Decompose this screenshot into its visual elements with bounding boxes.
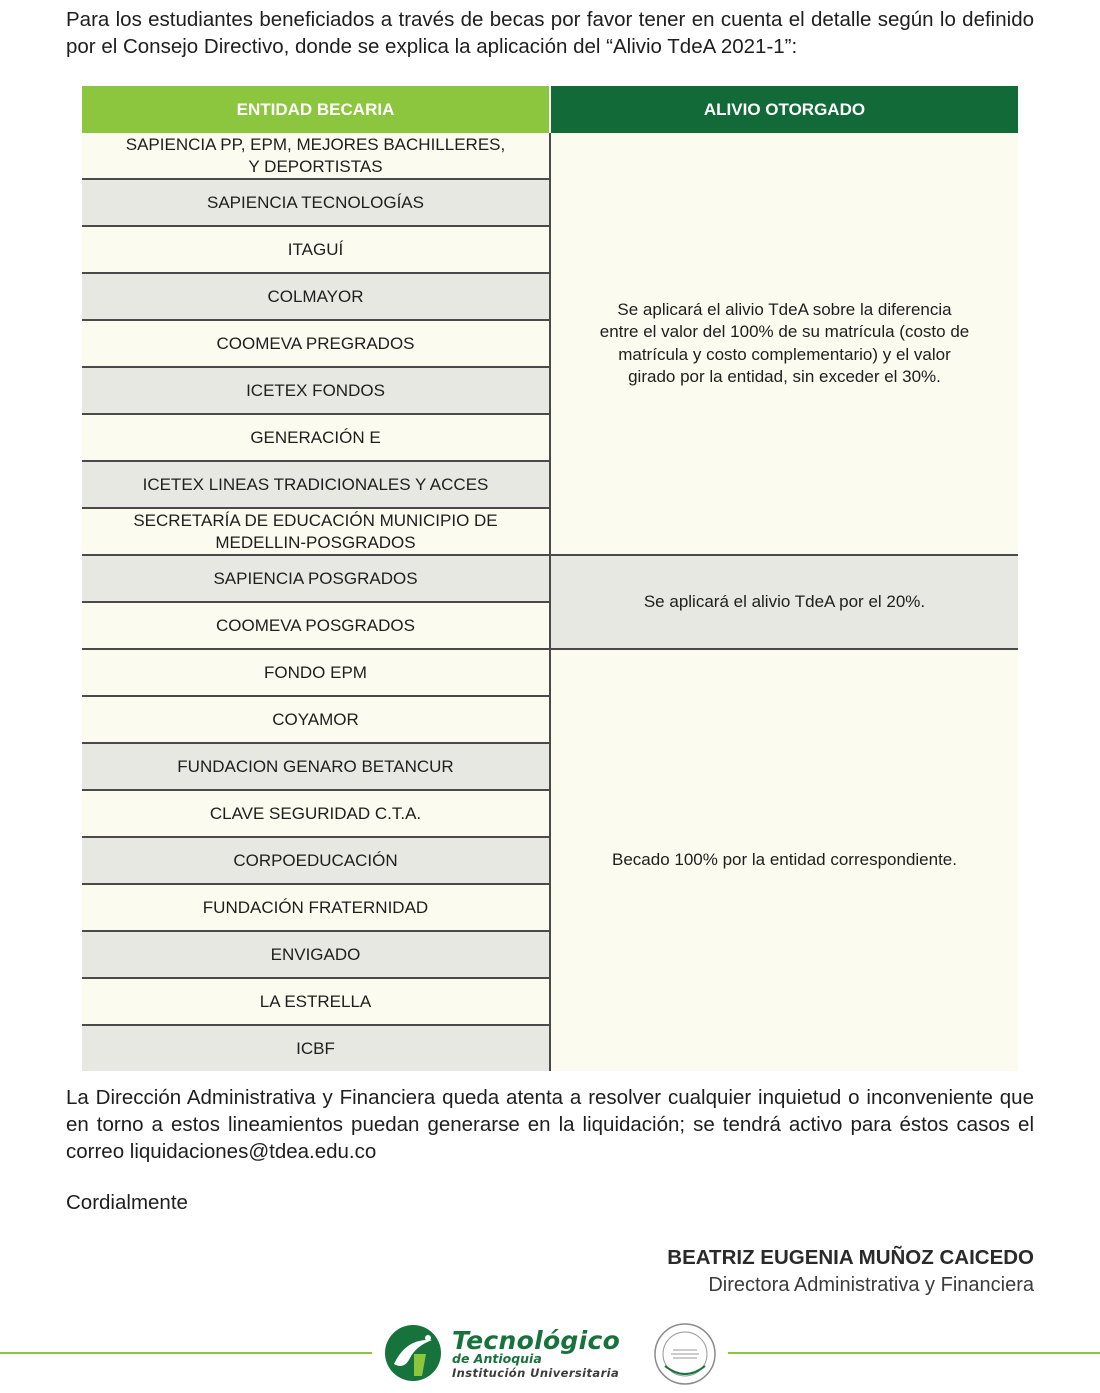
entity-cell: SAPIENCIA POSGRADOS [82, 555, 550, 602]
entity-cell: SAPIENCIA PP, EPM, MEJORES BACHILLERES, Y DEPORTISTAS [82, 133, 550, 179]
entity-cell: FUNDACIÓN FRATERNIDAD [82, 884, 550, 931]
entity-cell: COOMEVA POSGRADOS [82, 602, 550, 649]
table-header-row [82, 86, 1018, 133]
entity-cell: FUNDACION GENARO BETANCUR [82, 743, 550, 790]
logo-title: Tecnológico [452, 1326, 621, 1355]
entity-cell: ICETEX FONDOS [82, 367, 550, 414]
entity-cell: COYAMOR [82, 696, 550, 743]
entity-cell: GENERACIÓN E [82, 414, 550, 461]
header-entity: ENTIDAD BECARIA [82, 86, 550, 133]
accreditation-seal-icon [653, 1322, 717, 1386]
relief-cell-group-1: Se aplicará el alivio TdeA sobre la diferencia entre el valor del 100% de su matrícula (costo de matrícula y costo complementario) y el valor girado por la entidad, sin exceder el 30%. [550, 133, 1018, 555]
outro-paragraph: La Dirección Administrativa y Financiera queda atenta a resolver cualquier inquietud o inconveniente que en torno a estos lineamientos puedan generarse en la liquidación; se tendrá activo para éstos casos el correo liquidaciones@tdea.edu.co [66, 1086, 1034, 1163]
entity-cell: ITAGUÍ [82, 226, 550, 273]
entity-cell: COLMAYOR [82, 273, 550, 320]
signature-role: Directora Administrativa y Financiera [708, 1274, 1034, 1296]
intro-paragraph: Para los estudiantes beneficiados a través de becas por favor tener en cuenta el detalle según lo definido por el Consejo Directivo, donde se explica la aplicación del “Alivio TdeA 2021-1”: [66, 8, 1034, 58]
entity-cell: COOMEVA PREGRADOS [82, 320, 550, 367]
footer-divider-right [728, 1352, 1100, 1354]
footer-divider-left [0, 1352, 372, 1354]
entity-cell: LA ESTRELLA [82, 978, 550, 1025]
relief-cell-group-2: Se aplicará el alivio TdeA por el 20%. [550, 555, 1018, 649]
relief-cell-group-3: Becado 100% por la entidad correspondiente. [550, 649, 1018, 1071]
entity-cell: ICETEX LINEAS TRADICIONALES Y ACCES [82, 461, 550, 508]
table-row [82, 649, 1018, 696]
signature-name: BEATRIZ EUGENIA MUÑOZ CAICEDO [667, 1246, 1034, 1269]
closing-text: Cordialmente [66, 1191, 188, 1214]
logo-subtitle: de Antioquia [452, 1351, 542, 1366]
entity-cell: SECRETARÍA DE EDUCACIÓN MUNICIPIO DE MEDELLIN-POSGRADOS [82, 508, 550, 555]
entity-cell: CLAVE SEGURIDAD C.T.A. [82, 790, 550, 837]
entity-cell: ENVIGADO [82, 931, 550, 978]
entity-cell: SAPIENCIA TECNOLOGÍAS [82, 179, 550, 226]
table-row [82, 133, 1018, 179]
entity-cell: FONDO EPM [82, 649, 550, 696]
header-relief: ALIVIO OTORGADO [550, 86, 1018, 133]
table-row [82, 555, 1018, 602]
institution-logo-icon [384, 1324, 442, 1382]
scholarship-table [82, 86, 1018, 1071]
logo-institution: Institución Universitaria [452, 1366, 620, 1380]
entity-cell: CORPOEDUCACIÓN [82, 837, 550, 884]
entity-cell: ICBF [82, 1025, 550, 1071]
